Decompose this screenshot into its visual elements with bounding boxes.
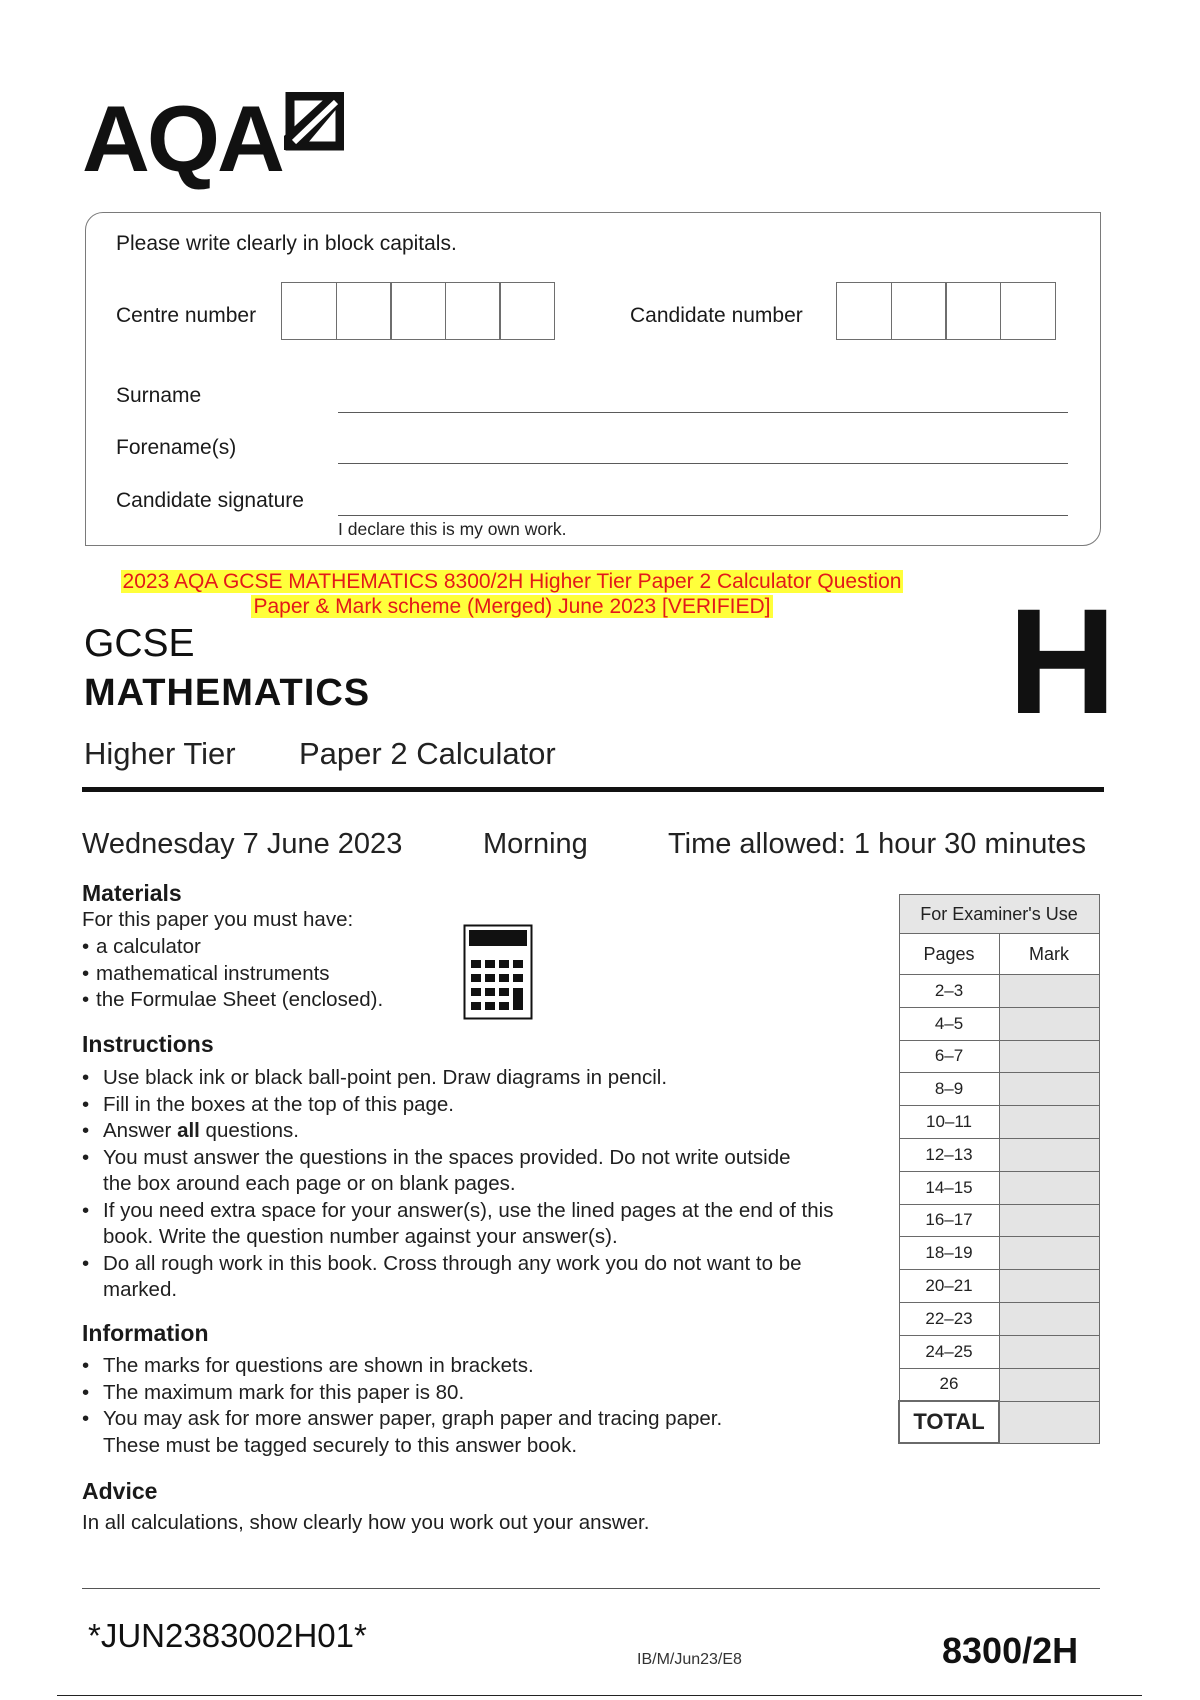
page-bottom-rule [57,1695,1142,1696]
information-heading: Information [82,1320,209,1346]
advice-text: In all calculations, show clearly how you work out your answer. [82,1511,650,1534]
mark-cell [999,1106,1099,1139]
materials-heading: Materials [82,880,182,906]
surname-label: Surname [116,384,202,407]
mark-cell [999,1040,1099,1073]
aqa-logo-mark-icon [282,92,344,154]
list-item: • Do all rough work in this book. Cross through any work you do not want to be marked. [82,1251,843,1304]
exam-session: Morning [483,828,588,860]
table-row: 10–11 [899,1106,1099,1139]
candidate-signature-label: Candidate signature [116,489,304,512]
mark-cell [999,975,1099,1008]
mark-column-header: Mark [999,934,1099,975]
mark-cell [999,1073,1099,1106]
list-item: • Use black ink or black ball-point pen. Draw diagrams in pencil. [82,1065,852,1092]
barcode-text: *JUN2383002H01* [88,1617,367,1654]
calculator-icon [463,924,533,1020]
table-row: 2–3 [899,975,1099,1008]
mark-cell [999,1007,1099,1040]
list-item: • The maximum mark for this paper is 80. [82,1380,762,1407]
declaration-text: I declare this is my own work. [338,519,567,539]
candidate-number-digit[interactable] [945,282,1001,340]
highlighted-title [92,569,932,619]
instructions-heading: Instructions [82,1031,214,1057]
mark-cell [999,1270,1099,1303]
table-row: 6–7 [899,1040,1099,1073]
aqa-logo-text: AQA [82,86,282,191]
exam-date: Wednesday 7 June 2023 [82,828,403,860]
advice-heading: Advice [82,1478,158,1504]
table-row: 20–21 [899,1270,1099,1303]
paper-reference: IB/M/Jun23/E8 [637,1651,742,1668]
list-item: • You must answer the questions in the spaces provided. Do not write outside the box around each page or on blank pages. [82,1145,803,1198]
table-row: 14–15 [899,1171,1099,1204]
centre-number-digit[interactable] [445,282,501,340]
highlighted-title-line-2: Paper & Mark scheme (Merged) June 2023 [VERIFIED] [253,595,771,618]
qualification-title: GCSE [84,622,195,665]
centre-number-boxes[interactable] [281,282,555,340]
table-row: 16–17 [899,1204,1099,1237]
list-item: • If you need extra space for your answer(s), use the lined pages at the end of this book. Write the question number against your answer(s). [82,1198,843,1251]
table-row: 8–9 [899,1073,1099,1106]
time-allowed: Time allowed: 1 hour 30 minutes [668,828,1087,860]
mark-cell [999,1302,1099,1335]
total-label: TOTAL [899,1401,999,1443]
centre-number-digit[interactable] [281,282,337,340]
table-row: 4–5 [899,1007,1099,1040]
mark-cell [999,1335,1099,1368]
mark-cell [999,1138,1099,1171]
forenames-label: Forename(s) [116,436,237,459]
candidate-number-digit[interactable] [1000,282,1056,340]
examiners-use-title: For Examiner's Use [899,895,1099,934]
list-item: • You may ask for more answer paper, graph paper and tracing paper. These must be tagged securely to this answer book. [82,1406,743,1459]
tier-label: Higher Tier [84,736,236,771]
list-item: • the Formulae Sheet (enclosed). [82,987,462,1014]
paper-label: Paper 2 Calculator [299,736,556,771]
candidate-number-boxes[interactable] [836,282,1056,340]
total-row [899,1401,1099,1443]
highlighted-title-line-1: 2023 AQA GCSE MATHEMATICS 8300/2H Higher Tier Paper 2 Calculator Question [122,570,902,593]
table-row: 18–19 [899,1237,1099,1270]
list-item: • Answer all questions. [82,1118,852,1145]
candidate-number-label: Candidate number [630,304,803,327]
information-list [82,1353,762,1459]
examiners-use-table [898,894,1100,1444]
pages-column-header: Pages [899,934,999,975]
signature-line[interactable] [338,515,1068,516]
paper-code: 8300/2H [942,1630,1079,1671]
total-mark-cell [999,1401,1099,1443]
candidate-number-digit[interactable] [836,282,892,340]
table-row: 26 [899,1368,1099,1401]
header-rule [82,787,1104,792]
centre-number-digit[interactable] [390,282,446,340]
table-row: 12–13 [899,1138,1099,1171]
surname-line[interactable] [338,412,1068,413]
mark-cell [999,1368,1099,1401]
instructions-list [82,1065,852,1304]
centre-number-label: Centre number [116,304,257,327]
table-row: 24–25 [899,1335,1099,1368]
materials-list [82,934,462,1014]
subject-title: MATHEMATICS [84,672,371,714]
mark-cell [999,1204,1099,1237]
materials-intro: For this paper you must have: [82,908,354,931]
mark-cell [999,1237,1099,1270]
block-capitals-instruction: Please write clearly in block capitals. [116,232,457,255]
centre-number-digit[interactable] [499,282,555,340]
list-item: • Fill in the boxes at the top of this page. [82,1092,852,1119]
list-item: • a calculator [82,934,462,961]
mark-cell [999,1171,1099,1204]
forenames-line[interactable] [338,463,1068,464]
footer-rule [82,1588,1100,1589]
candidate-number-digit[interactable] [891,282,947,340]
tier-letter: H [1008,577,1117,745]
list-item: • The marks for questions are shown in brackets. [82,1353,762,1380]
centre-number-digit[interactable] [336,282,392,340]
list-item: • mathematical instruments [82,961,462,988]
table-row: 22–23 [899,1302,1099,1335]
